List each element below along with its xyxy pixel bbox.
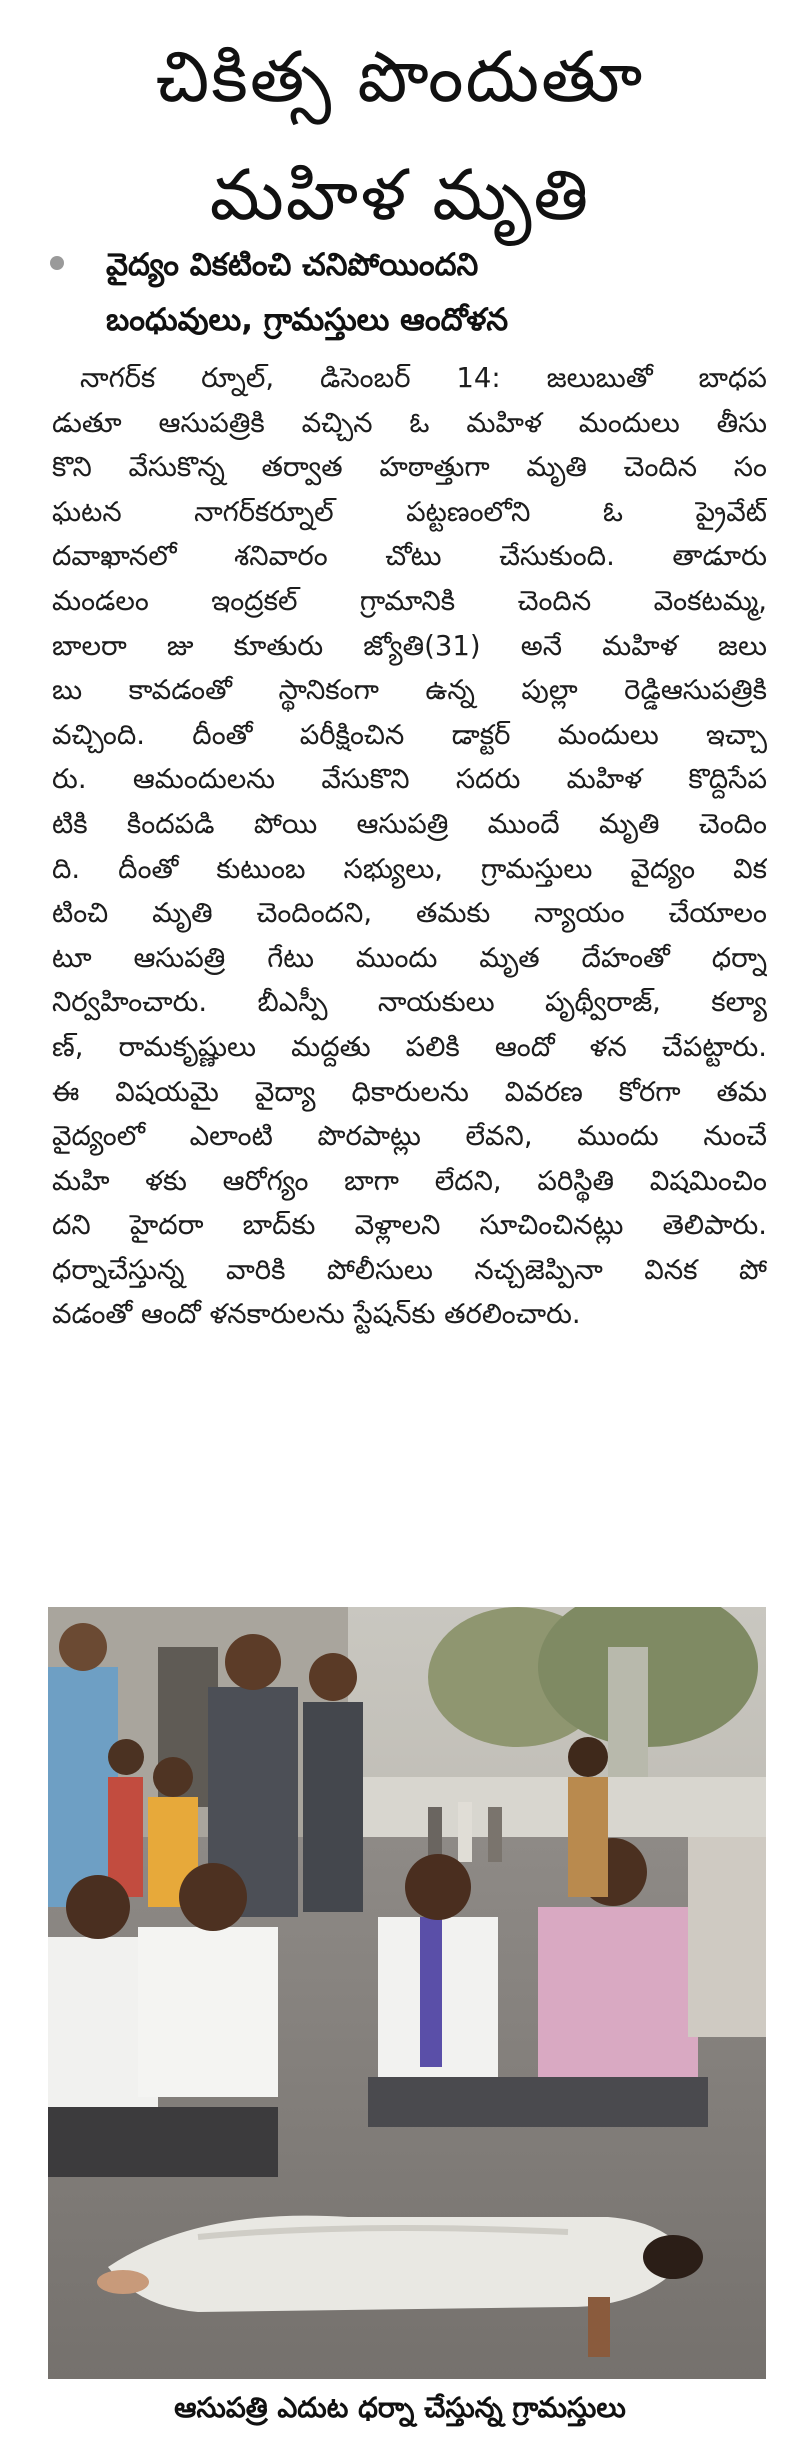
bullet-dot-icon <box>50 256 64 270</box>
headline <box>0 18 800 254</box>
body-line: దని హైదరా బాద్‌కు వెళ్లాలని సూచించినట్లు తెలిపారు. <box>52 1209 767 1242</box>
body-line: ణ్, రామకృష్ణులు మద్దతు పలికి ఆందో ళన చేపట్టారు. <box>52 1030 767 1063</box>
body-line: టికి కిందపడి పోయి ఆసుపత్రి ముందే మృతి చెందిం <box>52 807 767 840</box>
body-line: బు కావడంతో స్థానికంగా ఉన్న పుల్లా రెడ్డిఆసుపత్రికి <box>52 674 767 707</box>
body-line: బాలరా జు కూతురు జ్యోతి(31) అనే మహిళ జలు <box>52 629 767 662</box>
subheadline-line-1: వైద్యం వికటించి చనిపోయిందని <box>106 247 479 283</box>
headline-line-2: మహిళ మృతి <box>209 154 591 236</box>
body-line: వడంతో ఆందో ళనకారులను స్టేషన్‌కు తరలించారు. <box>52 1298 581 1331</box>
body-line: టూ ఆసుపత్రి గేటు ముందు మృత దేహంతో ధర్నా <box>52 941 767 974</box>
photo-caption: ఆసుపత్రి ఎదుట ధర్నా చేస్తున్న గ్రామస్తులు <box>174 2391 626 2424</box>
body-line: వైద్యంలో ఎలాంటి పొరపాట్లు లేవని, ముందు నుంచే <box>52 1120 767 1153</box>
protest-scene-illustration <box>48 1607 766 2379</box>
body-line: కొని వేసుకొన్న తర్వాత హఠాత్తుగా మృతి చెందిన సం <box>52 451 767 484</box>
body-line: ది. దీంతో కుటుంబ సభ్యులు, గ్రామస్తులు వైద్యం విక <box>52 852 767 885</box>
body-line: ఘటన నాగర్‌కర్నూల్ పట్టణంలోని ఓ ప్రైవేట్ <box>52 495 767 528</box>
body-line: ధర్నాచేస్తున్న వారికి పోలీసులు నచ్చజెప్పినా వినక పో <box>52 1253 767 1286</box>
headline-line-1: చికిత్స పొందుతూ <box>155 36 645 118</box>
body-line: ఈ విషయమై వైద్యా ధికారులను వివరణ కోరగా తమ <box>52 1075 767 1108</box>
body-line: టించి మృతి చెందిందని, తమకు న్యాయం చేయాలం <box>52 897 767 930</box>
body-line: దవాఖానలో శనివారం చోటు చేసుకుంది. తాడూరు <box>52 540 767 573</box>
subheadline-line-2: బంధువులు, గ్రామస్తులు ఆందోళన <box>106 302 509 338</box>
body-line: రు. ఆమందులను వేసుకొని సదరు మహిళ కొద్దిసేప <box>52 763 767 796</box>
body-line: వచ్చింది. దీంతో పరీక్షించిన డాక్టర్ మందులు ఇచ్చా <box>52 718 767 751</box>
article-body <box>52 356 767 1337</box>
body-line: మహి ళకు ఆరోగ్యం బాగా లేదని, పరిస్థితి విషమించిం <box>52 1164 767 1197</box>
body-line: మండలం ఇంద్రకల్ గ్రామానికి చెందిన వెంకటమ్మ, <box>52 584 767 617</box>
body-line: డుతూ ఆసుపత్రికి వచ్చిన ఓ మహిళ మందులు తీసు <box>52 406 767 439</box>
body-line: నిర్వహించారు. బీఎస్పీ నాయకులు పృథ్వీరాజ్, కల్యా <box>52 986 767 1019</box>
subheadline-text <box>106 238 766 348</box>
news-photo <box>48 1607 766 2379</box>
body-line: నాగర్‌క ర్నూల్, డిసెంబర్ 14: జలుబుతో బాధప <box>80 362 767 394</box>
